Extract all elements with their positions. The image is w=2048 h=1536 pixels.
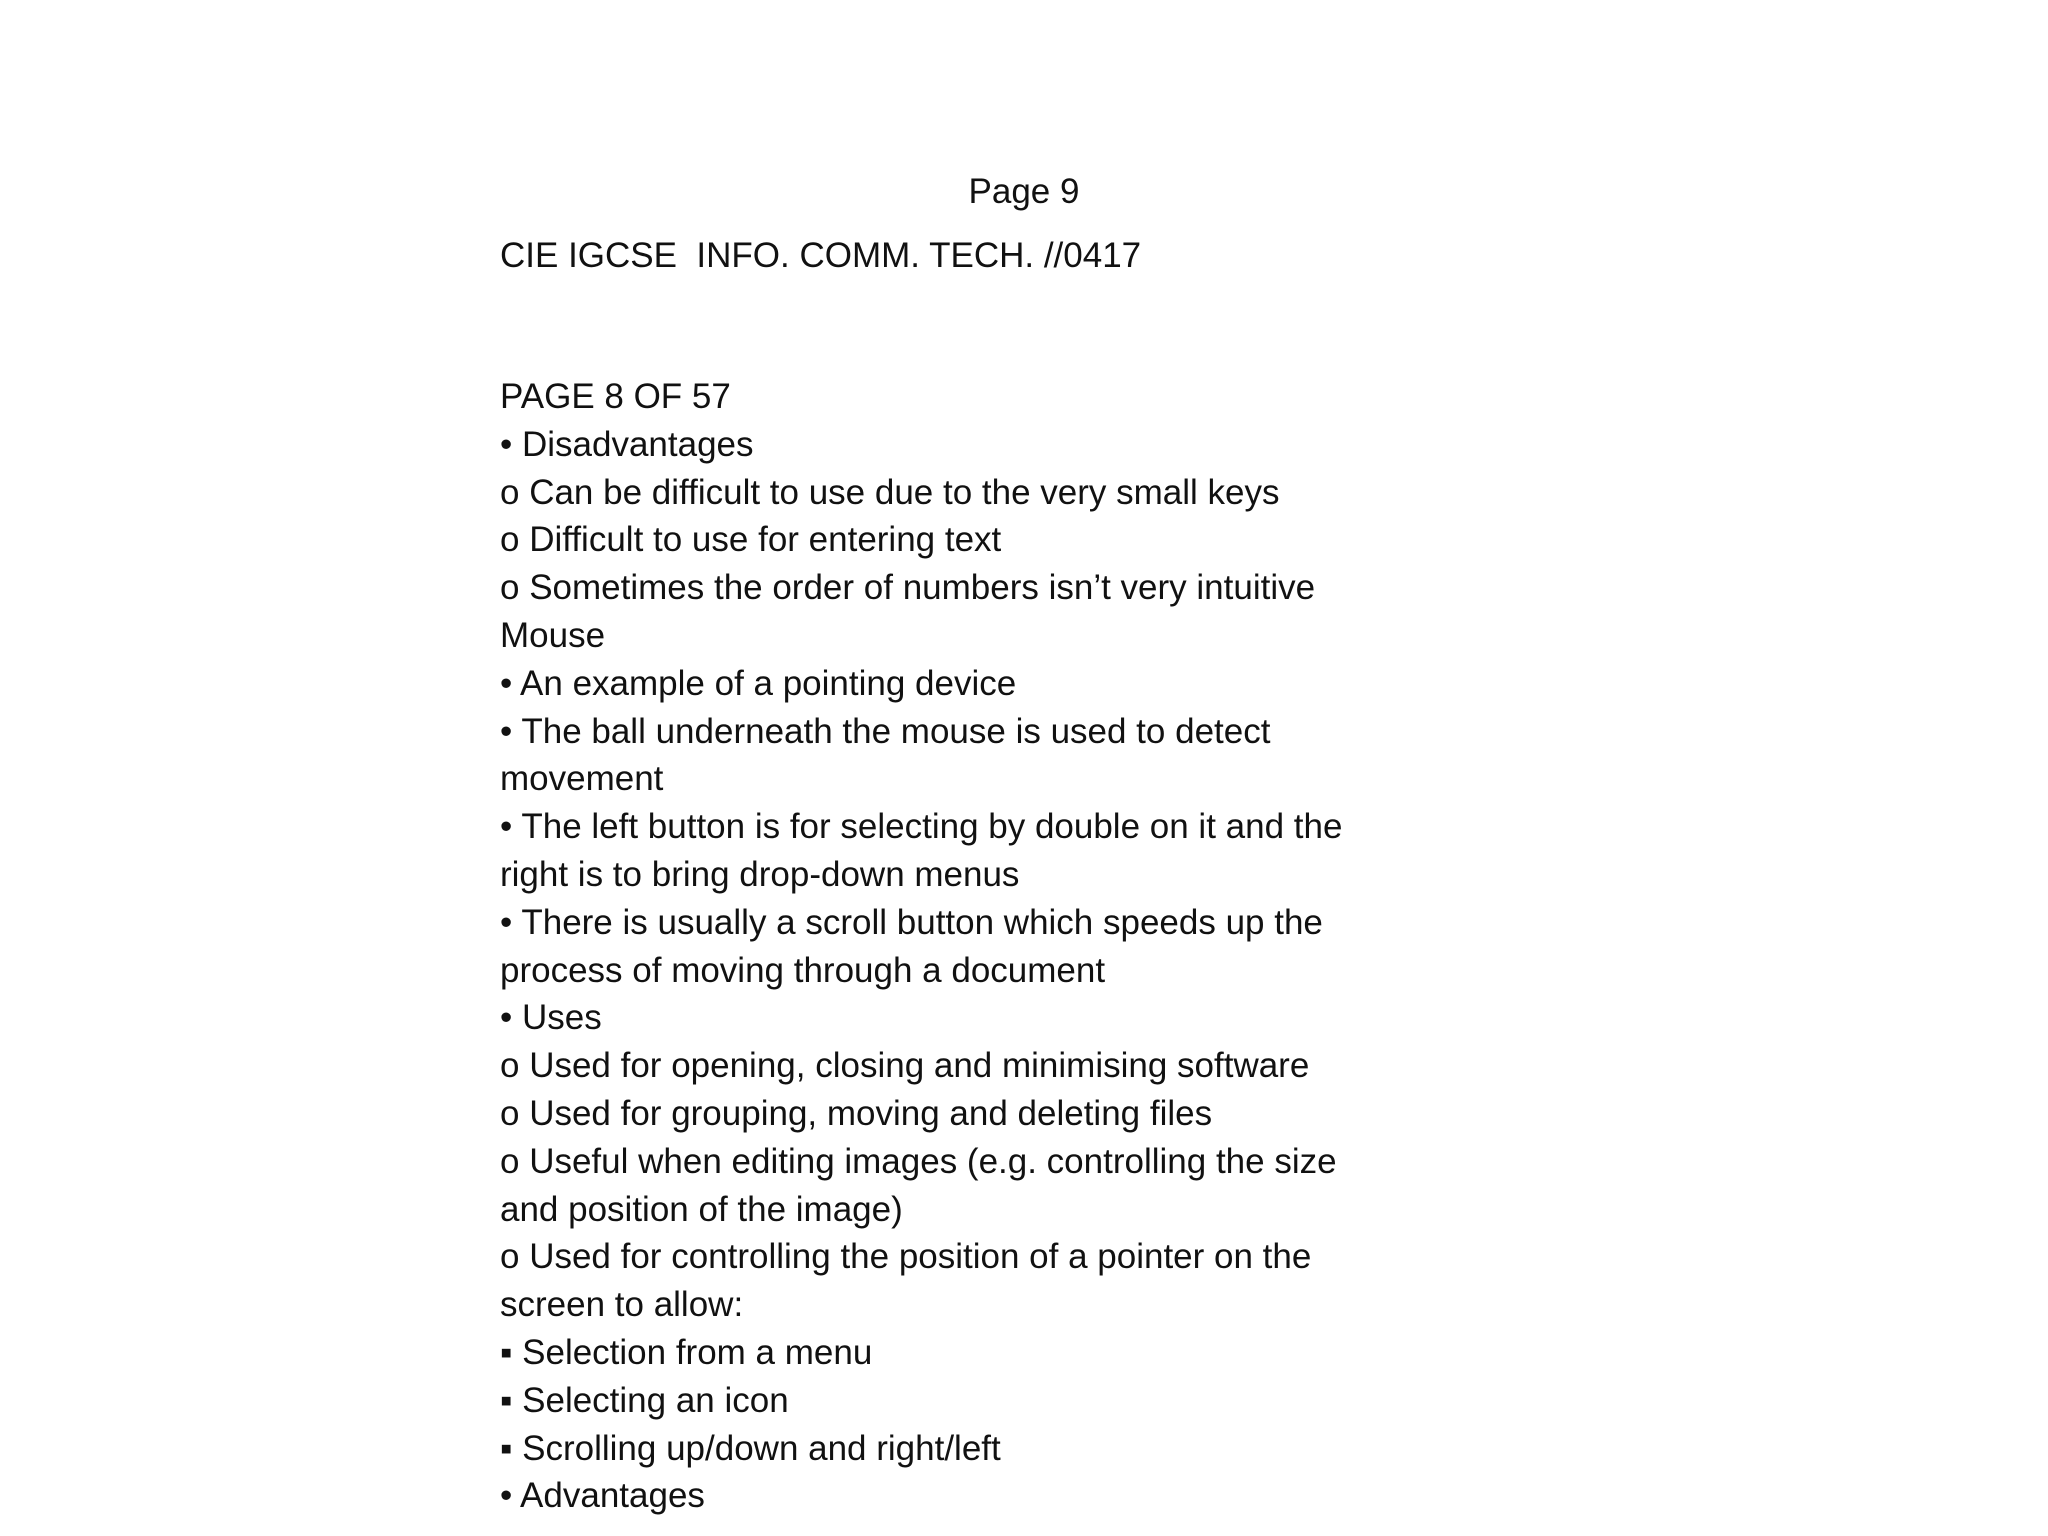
text-line: o Used for grouping, moving and deleting files (500, 1093, 1213, 1133)
text-line: o Can be difficult to use due to the very small keys (500, 472, 1280, 512)
text-line: o Difficult to use for entering text (500, 520, 1002, 560)
section-heading: Mouse (500, 615, 606, 655)
text-line: • Disadvantages (500, 424, 754, 464)
text-line: • The ball underneath the mouse is used to detect (500, 711, 1271, 751)
text-line: ▪ Selection from a menu (500, 1332, 873, 1372)
text-line: o Used for opening, closing and minimising software (500, 1046, 1310, 1086)
text-line: movement (500, 759, 664, 799)
document-body (500, 373, 1460, 1520)
page-counter: PAGE 8 OF 57 (500, 377, 731, 416)
text-line: right is to bring drop-down menus (500, 854, 1020, 894)
text-line: • There is usually a scroll button which speeds up the (500, 902, 1323, 942)
document-header: CIE IGCSE INFO. COMM. TECH. //0417 (500, 236, 1142, 275)
text-line: and position of the image) (500, 1189, 903, 1229)
page-number: Page 9 (968, 172, 1080, 211)
text-line: • An example of a pointing device (500, 663, 1017, 703)
text-line: o Useful when editing images (e.g. controlling the size (500, 1141, 1337, 1181)
text-line: o Used for controlling the position of a pointer on the (500, 1237, 1312, 1277)
text-line: • The left button is for selecting by double on it and the (500, 807, 1343, 847)
text-line: • Advantages (500, 1476, 705, 1516)
text-line: screen to allow: (500, 1285, 744, 1325)
text-line: o Sometimes the order of numbers isn’t very intuitive (500, 568, 1316, 608)
text-line: ▪ Selecting an icon (500, 1380, 789, 1420)
text-line: • Uses (500, 998, 602, 1038)
text-line: process of moving through a document (500, 950, 1106, 990)
text-line: ▪ Scrolling up/down and right/left (500, 1428, 1001, 1468)
